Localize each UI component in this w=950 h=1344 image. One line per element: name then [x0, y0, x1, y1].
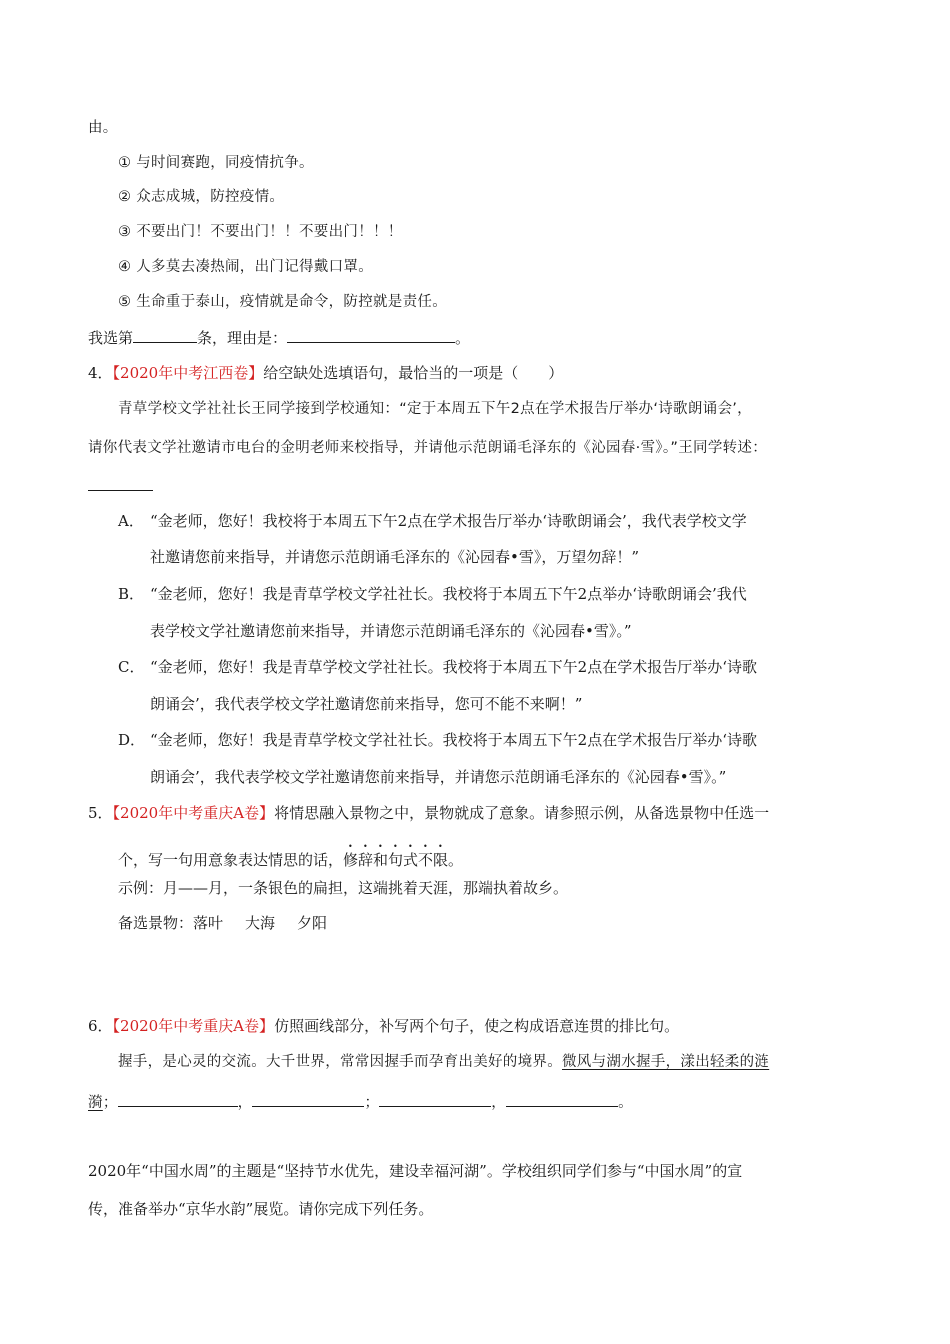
- water-week-line-1: 2020年“中国水周”的主题是“坚持节水优先，建设幸福河湖”。学校组织同学们参与“中国水周”的宣: [88, 1162, 743, 1180]
- q6-paragraph-text: 握手，是心灵的交流。大千世界，常常因握手而孕育出美好的境界。: [118, 1054, 562, 1070]
- q4-option-c-line-2: 朗诵会’，我代表学校文学社邀请您前来指导，您可不能不来啊！”: [150, 695, 583, 713]
- question-stem: 给空缺处选填语句，最恰当的一项是（ ）: [263, 364, 564, 382]
- q5-line-2: [118, 842, 463, 871]
- semicolon: ；: [102, 1095, 118, 1111]
- candidate-1: 落叶: [193, 914, 224, 932]
- option-item-3: ③ 不要出门！不要出门！！不要出门！！！: [118, 224, 403, 240]
- continuation-text: 由。: [88, 120, 118, 136]
- q5-emphasis-text: 修辞和句式不限: [343, 851, 449, 869]
- q4-option-a-label[interactable]: A．: [118, 512, 144, 530]
- question-source: 【2020年中考重庆A卷】: [112, 1017, 275, 1035]
- period: 。: [618, 1095, 633, 1111]
- choice-end: 。: [455, 329, 471, 347]
- comma: ，: [237, 1095, 253, 1111]
- question-source: 【2020年中考江西卷】: [112, 364, 264, 382]
- q4-paragraph-line-1: 青草学校文学社社长王同学接到学校通知：“定于本周五下午2点在学术报告厅举办‘诗歌朗诵会’，: [118, 401, 752, 417]
- question-number: 4．: [88, 364, 113, 382]
- q4-option-b-line-2: 表学校文学社邀请您前来指导，并请您示范朗诵毛泽东的《沁园春•雪》。”: [150, 622, 632, 640]
- answer-blank-1[interactable]: [118, 1090, 238, 1107]
- q4-option-c-label[interactable]: C．: [118, 658, 145, 676]
- q5-example: 示例：月——月，一条银色的扁担，这端挑着天涯，那端执着故乡。: [118, 879, 569, 897]
- option-item-1: ① 与时间赛跑，同疫情抗争。: [118, 155, 314, 171]
- q6-underlined-sentence: 微风与湖水握手，漾出轻柔的涟: [562, 1054, 770, 1070]
- comma: ，: [491, 1095, 507, 1111]
- option-item-5: ⑤ 生命重于泰山，疫情就是命令，防控就是责任。: [118, 294, 448, 310]
- q4-option-d-label[interactable]: D．: [118, 731, 146, 749]
- question-source: 【2020年中考重庆A卷】: [112, 804, 275, 822]
- q4-option-b-label[interactable]: B．: [118, 585, 145, 603]
- answer-blank-2[interactable]: [252, 1090, 364, 1107]
- answer-blank-3[interactable]: [379, 1090, 491, 1107]
- candidates-label: 备选景物：: [118, 914, 194, 932]
- q4-answer-blank[interactable]: [88, 490, 153, 491]
- q5-candidates: [118, 912, 327, 934]
- question-number: 6．: [88, 1017, 113, 1035]
- q6-answer-line: [88, 1090, 633, 1114]
- q4-option-a-line-1: “金老师，您好！我校将于本周五下午2点在学术报告厅举办‘诗歌朗诵会’，我代表学校文学: [150, 512, 747, 530]
- answer-blank-number[interactable]: [133, 326, 197, 343]
- question-stem: 将情思融入景物之中，景物就成了意象。请参照示例，从备选景物中任选一: [274, 804, 770, 822]
- candidate-3: 夕阳: [297, 914, 328, 932]
- q6-underlined-end: 漪: [88, 1095, 103, 1111]
- q4-option-b-line-1: “金老师，您好！我是青草学校文学社社长。我校将于本周五下午2点举办‘诗歌朗诵会’我代: [150, 585, 747, 603]
- q4-option-c-line-1: “金老师，您好！我是青草学校文学社社长。我校将于本周五下午2点在学术报告厅举办‘诗歌: [150, 658, 757, 676]
- option-item-2: ② 众志成城，防控疫情。: [118, 189, 285, 205]
- q4-option-a-line-2: 社邀请您前来指导，并请您示范朗诵毛泽东的《沁园春•雪》，万望勿辞！”: [150, 548, 640, 566]
- q5-line-2-end: 。: [448, 851, 464, 869]
- choice-answer-line: [88, 326, 470, 349]
- semicolon: ；: [364, 1095, 380, 1111]
- option-item-4: ④ 人多莫去凑热闹，出门记得戴口罩。: [118, 259, 374, 275]
- choice-prefix: 我选第: [88, 329, 134, 347]
- q4-paragraph-line-2: 请你代表文学社邀请市电台的金明老师来校指导，并请他示范朗诵毛泽东的《沁园春·雪》。”王同学转述：: [88, 440, 768, 456]
- question-4-header: [88, 362, 563, 384]
- answer-blank-reason[interactable]: [287, 326, 455, 343]
- q4-option-d-line-2: 朗诵会’，我代表学校文学社邀请您前来指导，并请您示范朗诵毛泽东的《沁园春•雪》。”: [150, 768, 727, 786]
- answer-blank-4[interactable]: [506, 1090, 618, 1107]
- question-number: 5．: [88, 804, 113, 822]
- q5-line-2-start: 个，写一句用意象表达情思的话，: [118, 851, 344, 869]
- water-week-line-2: 传，准备举办“京华水韵”展览。请你完成下列任务。: [88, 1200, 434, 1218]
- q4-option-d-line-1: “金老师，您好！我是青草学校文学社社长。我校将于本周五下午2点在学术报告厅举办‘诗歌: [150, 731, 757, 749]
- choice-middle: 条，理由是：: [197, 329, 288, 347]
- question-stem: 仿照画线部分，补写两个句子，使之构成语意连贯的排比句。: [274, 1017, 680, 1035]
- question-6-header: [88, 1015, 679, 1037]
- question-5-header: [88, 802, 769, 824]
- candidate-2: 大海: [245, 914, 276, 932]
- q6-paragraph: [118, 1051, 769, 1073]
